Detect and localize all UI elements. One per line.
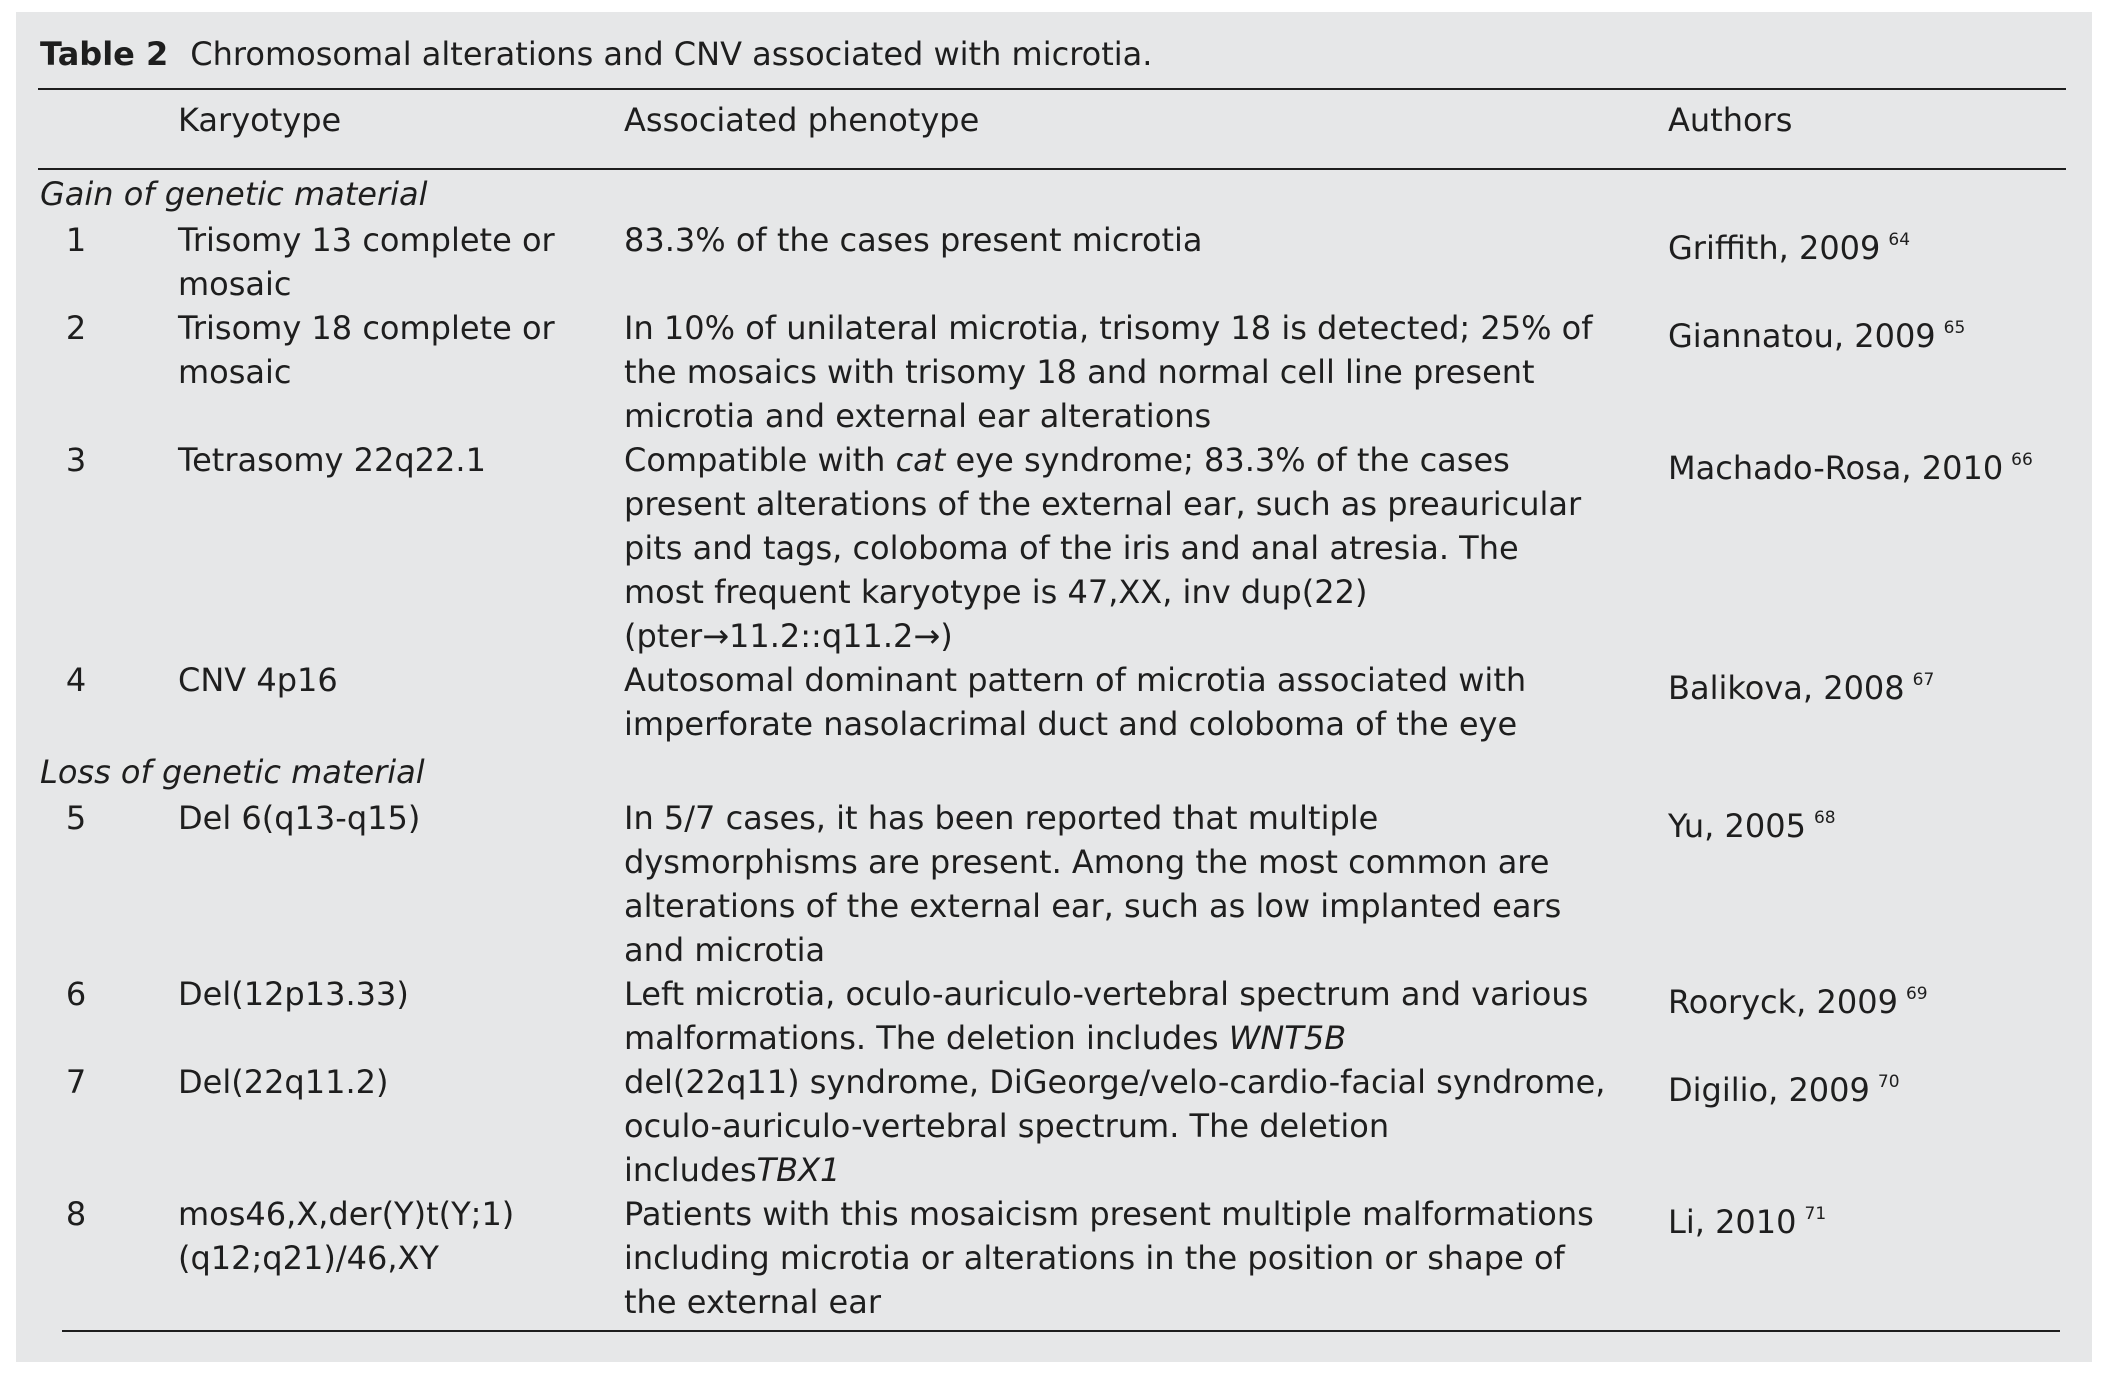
reference-number: 69 bbox=[1905, 984, 1928, 1004]
phenotype-line: Patients with this mosaicism present multiple malformations bbox=[624, 1195, 1594, 1233]
karyotype-cell bbox=[178, 1192, 598, 1280]
karyotype-cell bbox=[178, 306, 598, 394]
row-number: 7 bbox=[65, 1063, 87, 1101]
gene-name: TBX1 bbox=[756, 1151, 841, 1189]
phenotype-cell bbox=[624, 438, 1634, 658]
phenotype-text: Compatible with bbox=[624, 441, 896, 479]
phenotype-line: In 10% of unilateral microtia, trisomy 18 is detected; 25% of bbox=[624, 309, 1593, 347]
phenotype-line: pits and tags, coloboma of the iris and anal atresia. The bbox=[624, 529, 1519, 567]
karyotype-cell bbox=[178, 972, 598, 1016]
karyotype-line: (q12;q21)/46,XY bbox=[178, 1239, 439, 1277]
phenotype-cell bbox=[624, 658, 1634, 746]
author-name: Machado-Rosa, 2010 bbox=[1668, 449, 2004, 487]
phenotype-line: microtia and external ear alterations bbox=[624, 397, 1212, 435]
karyotype-line: Del 6(q13-q15) bbox=[178, 799, 421, 837]
author-name: Balikova, 2008 bbox=[1668, 669, 1905, 707]
phenotype-line: alterations of the external ear, such as low implanted ears bbox=[624, 887, 1562, 925]
karyotype-line: mosaic bbox=[178, 265, 292, 303]
karyotype-cell bbox=[178, 438, 598, 482]
phenotype-line: In 5/7 cases, it has been reported that multiple bbox=[624, 799, 1379, 837]
row-number: 3 bbox=[65, 441, 87, 479]
author-cell bbox=[1668, 796, 2078, 848]
karyotype-line: mosaic bbox=[178, 353, 292, 391]
author-name: Giannatou, 2009 bbox=[1668, 317, 1936, 355]
author-cell bbox=[1668, 658, 2078, 710]
reference-number: 65 bbox=[1943, 318, 1966, 338]
author-cell bbox=[1668, 218, 2078, 270]
table-caption bbox=[40, 34, 1152, 74]
author-name: Li, 2010 bbox=[1668, 1203, 1797, 1241]
phenotype-line: including microtia or alterations in the position or shape of bbox=[624, 1239, 1565, 1277]
section-gain-title: Gain of genetic material bbox=[40, 175, 428, 213]
reference-number: 67 bbox=[1912, 670, 1935, 690]
karyotype-line: Tetrasomy 22q22.1 bbox=[178, 441, 486, 479]
phenotype-line: oculo-auriculo-vertebral spectrum. The deletion bbox=[624, 1107, 1390, 1145]
karyotype-line: CNV 4p16 bbox=[178, 661, 338, 699]
phenotype-cell bbox=[624, 218, 1634, 262]
gene-name: WNT5B bbox=[1228, 1019, 1347, 1057]
phenotype-cell bbox=[624, 1192, 1634, 1324]
karyotype-line: Del(12p13.33) bbox=[178, 975, 409, 1013]
author-cell bbox=[1668, 438, 2078, 490]
karyotype-line: Trisomy 13 complete or bbox=[178, 221, 555, 259]
karyotype-cell bbox=[178, 1060, 598, 1104]
author-name: Rooryck, 2009 bbox=[1668, 983, 1898, 1021]
reference-number: 66 bbox=[2011, 450, 2033, 470]
phenotype-text: eye syndrome; 83.3% of the cases bbox=[945, 441, 1510, 479]
phenotype-line: most frequent karyotype is 47,XX, inv dup(22) bbox=[624, 573, 1368, 611]
bottom-rule bbox=[62, 1330, 2060, 1332]
header-phenotype: Associated phenotype bbox=[624, 101, 980, 139]
reference-number: 70 bbox=[1877, 1072, 1900, 1092]
top-rule bbox=[38, 88, 2066, 90]
header-rule bbox=[38, 168, 2066, 170]
author-cell bbox=[1668, 306, 2078, 358]
author-name: Digilio, 2009 bbox=[1668, 1071, 1870, 1109]
phenotype-line: (pter→11.2::q11.2→) bbox=[624, 617, 953, 655]
phenotype-italic: cat bbox=[895, 441, 946, 479]
author-cell bbox=[1668, 1060, 2078, 1112]
author-cell bbox=[1668, 1192, 2078, 1244]
author-name: Griffith, 2009 bbox=[1668, 229, 1881, 267]
phenotype-line: del(22q11) syndrome, DiGeorge/velo-cardio-facial syndrome, bbox=[624, 1063, 1606, 1101]
row-number: 4 bbox=[65, 661, 87, 699]
reference-number: 68 bbox=[1813, 808, 1836, 828]
phenotype-cell bbox=[624, 796, 1634, 972]
phenotype-line: the external ear bbox=[624, 1283, 881, 1321]
phenotype-line: dysmorphisms are present. Among the most common are bbox=[624, 843, 1550, 881]
karyotype-cell bbox=[178, 218, 598, 306]
phenotype-line: Left microtia, oculo-auriculo-vertebral spectrum and various bbox=[624, 975, 1589, 1013]
table-panel bbox=[16, 12, 2092, 1362]
reference-number: 71 bbox=[1804, 1204, 1827, 1224]
phenotype-line: Autosomal dominant pattern of microtia associated with bbox=[624, 661, 1527, 699]
header-authors: Authors bbox=[1668, 101, 1793, 139]
row-number: 2 bbox=[65, 309, 87, 347]
phenotype-line bbox=[624, 1148, 1634, 1192]
phenotype-line bbox=[624, 1016, 1634, 1060]
karyotype-line: mos46,X,der(Y)t(Y;1) bbox=[178, 1195, 515, 1233]
phenotype-cell bbox=[624, 1060, 1634, 1192]
row-number: 8 bbox=[65, 1195, 87, 1233]
karyotype-cell bbox=[178, 658, 598, 702]
phenotype-line: imperforate nasolacrimal duct and coloboma of the eye bbox=[624, 705, 1518, 743]
phenotype-line: the mosaics with trisomy 18 and normal cell line present bbox=[624, 353, 1535, 391]
phenotype-text: includes bbox=[624, 1151, 757, 1189]
table-label: Table 2 bbox=[40, 35, 169, 73]
row-number: 5 bbox=[65, 799, 87, 837]
phenotype-cell bbox=[624, 972, 1634, 1060]
table-title: Chromosomal alterations and CNV associated with microtia. bbox=[190, 35, 1153, 73]
section-loss-title: Loss of genetic material bbox=[40, 753, 425, 791]
row-number: 1 bbox=[65, 221, 87, 259]
author-cell bbox=[1668, 972, 2078, 1024]
reference-number: 64 bbox=[1888, 230, 1911, 250]
karyotype-line: Del(22q11.2) bbox=[178, 1063, 389, 1101]
author-name: Yu, 2005 bbox=[1668, 807, 1806, 845]
header-karyotype: Karyotype bbox=[178, 101, 342, 139]
phenotype-cell bbox=[624, 306, 1634, 438]
phenotype-line: 83.3% of the cases present microtia bbox=[624, 221, 1203, 259]
phenotype-text: malformations. The deletion includes bbox=[624, 1019, 1229, 1057]
row-number: 6 bbox=[65, 975, 87, 1013]
karyotype-cell bbox=[178, 796, 598, 840]
phenotype-line bbox=[624, 438, 1634, 482]
phenotype-line: and microtia bbox=[624, 931, 826, 969]
karyotype-line: Trisomy 18 complete or bbox=[178, 309, 555, 347]
phenotype-line: present alterations of the external ear, such as preauricular bbox=[624, 485, 1582, 523]
